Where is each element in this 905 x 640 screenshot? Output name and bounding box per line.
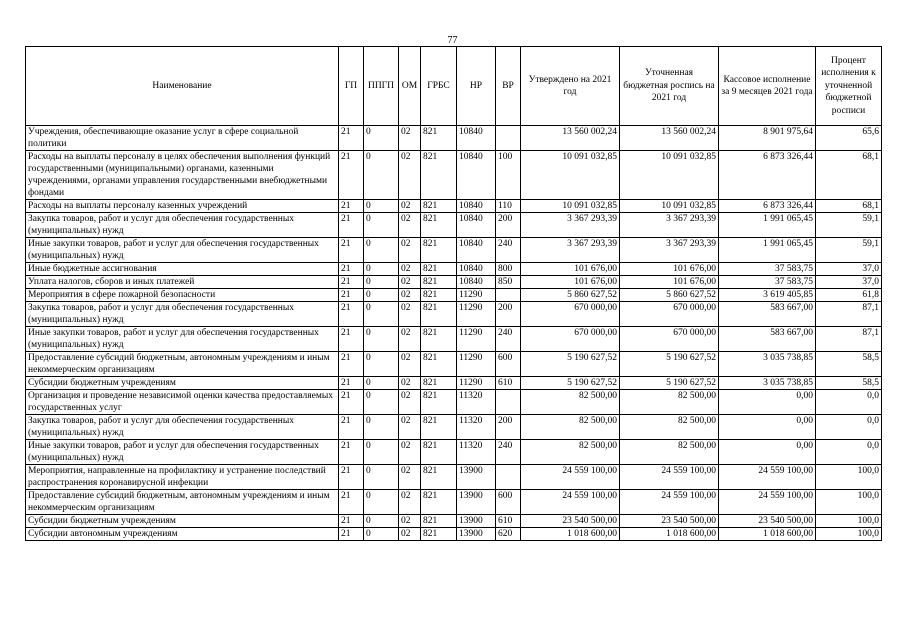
cell-name: Иные бюджетные ассигнования (26, 263, 339, 276)
cell-percent: 37,0 (816, 276, 882, 289)
table-row (26, 377, 882, 390)
cell-clarified: 670 000,00 (620, 327, 719, 352)
cell-approved: 5 190 627,52 (521, 352, 620, 377)
cell-ppgp: 0 (364, 515, 399, 528)
cell-cash: 3 035 738,85 (719, 377, 816, 390)
cell-approved: 24 559 100,00 (521, 465, 620, 490)
cell-ppgp: 0 (364, 415, 399, 440)
cell-vr: 600 (496, 490, 521, 515)
table-body (26, 126, 882, 541)
cell-ppgp: 0 (364, 200, 399, 213)
cell-vr: 800 (496, 263, 521, 276)
cell-name: Мероприятия, направленные на профилактику и устранение последствий распространения коронавирусной инфекции (26, 465, 339, 490)
cell-name: Закупка товаров, работ и услуг для обеспечения государственных (муниципальных) нужд (26, 213, 339, 238)
cell-ppgp: 0 (364, 126, 399, 151)
cell-name: Субсидии бюджетным учреждениям (26, 377, 339, 390)
cell-name: Организация и проведение независимой оценки качества предоставляемых государственных услуг (26, 390, 339, 415)
cell-np: 13900 (457, 465, 496, 490)
cell-vr (496, 390, 521, 415)
cell-clarified: 23 540 500,00 (620, 515, 719, 528)
cell-cash: 8 901 975,64 (719, 126, 816, 151)
cell-name: Мероприятия в сфере пожарной безопасности (26, 289, 339, 302)
table-row (26, 490, 882, 515)
cell-gp: 21 (339, 440, 364, 465)
cell-clarified: 13 560 002,24 (620, 126, 719, 151)
cell-percent: 0,0 (816, 390, 882, 415)
cell-np: 11290 (457, 327, 496, 352)
cell-percent: 59,1 (816, 213, 882, 238)
cell-clarified: 82 500,00 (620, 440, 719, 465)
cell-clarified: 3 367 293,39 (620, 213, 719, 238)
cell-vr (496, 465, 521, 490)
cell-percent: 100,0 (816, 515, 882, 528)
cell-name: Учреждения, обеспечивающие оказание услуг в сфере социальной политики (26, 126, 339, 151)
cell-approved: 5 190 627,52 (521, 377, 620, 390)
header-name: Наименование (26, 47, 339, 126)
cell-vr: 620 (496, 528, 521, 541)
cell-vr: 240 (496, 440, 521, 465)
cell-gp: 21 (339, 390, 364, 415)
cell-om: 02 (399, 327, 421, 352)
cell-approved: 23 540 500,00 (521, 515, 620, 528)
cell-vr: 600 (496, 352, 521, 377)
cell-om: 02 (399, 352, 421, 377)
cell-name: Иные закупки товаров, работ и услуг для обеспечения государственных (муниципальных) нужд (26, 238, 339, 263)
header-grbs: ГРБС (421, 47, 457, 126)
cell-gp: 21 (339, 200, 364, 213)
cell-ppgp: 0 (364, 490, 399, 515)
cell-clarified: 10 091 032,85 (620, 200, 719, 213)
cell-ppgp: 0 (364, 327, 399, 352)
cell-cash: 0,00 (719, 440, 816, 465)
cell-clarified: 1 018 600,00 (620, 528, 719, 541)
cell-gp: 21 (339, 213, 364, 238)
cell-ppgp: 0 (364, 440, 399, 465)
cell-percent: 59,1 (816, 238, 882, 263)
cell-ppgp: 0 (364, 238, 399, 263)
cell-ppgp: 0 (364, 263, 399, 276)
table-row (26, 465, 882, 490)
cell-grbs: 821 (421, 213, 457, 238)
cell-np: 10840 (457, 238, 496, 263)
cell-grbs: 821 (421, 528, 457, 541)
cell-gp: 21 (339, 377, 364, 390)
cell-np: 10840 (457, 213, 496, 238)
cell-om: 02 (399, 238, 421, 263)
cell-name: Закупка товаров, работ и услуг для обеспечения государственных (муниципальных) нужд (26, 302, 339, 327)
cell-approved: 3 367 293,39 (521, 238, 620, 263)
header-clarified: Уточненная бюджетная роспись на 2021 год (620, 47, 719, 126)
cell-approved: 3 367 293,39 (521, 213, 620, 238)
cell-np: 10840 (457, 263, 496, 276)
cell-ppgp: 0 (364, 289, 399, 302)
cell-om: 02 (399, 213, 421, 238)
cell-np: 11290 (457, 302, 496, 327)
cell-om: 02 (399, 490, 421, 515)
cell-om: 02 (399, 263, 421, 276)
cell-clarified: 5 190 627,52 (620, 377, 719, 390)
cell-om: 02 (399, 200, 421, 213)
cell-cash: 24 559 100,00 (719, 490, 816, 515)
cell-om: 02 (399, 390, 421, 415)
cell-grbs: 821 (421, 515, 457, 528)
cell-cash: 583 667,00 (719, 302, 816, 327)
cell-cash: 1 991 065,45 (719, 213, 816, 238)
cell-vr: 200 (496, 302, 521, 327)
cell-name: Расходы на выплаты персоналу казенных учреждений (26, 200, 339, 213)
table-row (26, 200, 882, 213)
table-row (26, 302, 882, 327)
cell-vr: 100 (496, 151, 521, 200)
cell-vr: 610 (496, 515, 521, 528)
cell-gp: 21 (339, 327, 364, 352)
cell-om: 02 (399, 528, 421, 541)
cell-ppgp: 0 (364, 390, 399, 415)
cell-np: 11290 (457, 289, 496, 302)
cell-name: Предоставление субсидий бюджетным, автономным учреждениям и иным некоммерческим организациям (26, 352, 339, 377)
cell-clarified: 5 860 627,52 (620, 289, 719, 302)
cell-gp: 21 (339, 263, 364, 276)
cell-name: Расходы на выплаты персоналу в целях обеспечения выполнения функций государственными (муниципальными) органами, казенными учреждениями, органами управления государственными внебюджетными фондами (26, 151, 339, 200)
cell-om: 02 (399, 465, 421, 490)
cell-percent: 68,1 (816, 151, 882, 200)
cell-name: Иные закупки товаров, работ и услуг для обеспечения государственных (муниципальных) нужд (26, 327, 339, 352)
cell-grbs: 821 (421, 263, 457, 276)
cell-approved: 101 676,00 (521, 276, 620, 289)
table-row (26, 263, 882, 276)
cell-name: Предоставление субсидий бюджетным, автономным учреждениям и иным некоммерческим организациям (26, 490, 339, 515)
cell-gp: 21 (339, 352, 364, 377)
cell-grbs: 821 (421, 390, 457, 415)
cell-grbs: 821 (421, 200, 457, 213)
cell-om: 02 (399, 276, 421, 289)
cell-om: 02 (399, 151, 421, 200)
cell-np: 11320 (457, 390, 496, 415)
cell-percent: 100,0 (816, 465, 882, 490)
table-row (26, 515, 882, 528)
cell-percent: 58,5 (816, 352, 882, 377)
cell-percent: 100,0 (816, 490, 882, 515)
cell-gp: 21 (339, 238, 364, 263)
cell-percent: 37,0 (816, 263, 882, 276)
cell-percent: 100,0 (816, 528, 882, 541)
cell-clarified: 82 500,00 (620, 390, 719, 415)
cell-om: 02 (399, 302, 421, 327)
cell-approved: 10 091 032,85 (521, 200, 620, 213)
header-np: НР (457, 47, 496, 126)
cell-cash: 6 873 326,44 (719, 151, 816, 200)
cell-name: Субсидии бюджетным учреждениям (26, 515, 339, 528)
cell-cash: 37 583,75 (719, 263, 816, 276)
cell-om: 02 (399, 515, 421, 528)
cell-approved: 82 500,00 (521, 440, 620, 465)
cell-percent: 87,1 (816, 302, 882, 327)
table-row (26, 327, 882, 352)
cell-ppgp: 0 (364, 465, 399, 490)
table-row (26, 238, 882, 263)
cell-cash: 24 559 100,00 (719, 465, 816, 490)
cell-approved: 5 860 627,52 (521, 289, 620, 302)
budget-table (25, 46, 882, 541)
cell-ppgp: 0 (364, 213, 399, 238)
cell-percent: 0,0 (816, 440, 882, 465)
cell-np: 10840 (457, 200, 496, 213)
cell-grbs: 821 (421, 276, 457, 289)
cell-gp: 21 (339, 302, 364, 327)
cell-cash: 0,00 (719, 390, 816, 415)
header-percent: Процент исполнения к уточненной бюджетной росписи (816, 47, 882, 126)
cell-percent: 58,5 (816, 377, 882, 390)
cell-approved: 82 500,00 (521, 390, 620, 415)
cell-name: Субсидии автономным учреждениям (26, 528, 339, 541)
cell-ppgp: 0 (364, 352, 399, 377)
cell-gp: 21 (339, 151, 364, 200)
cell-np: 11290 (457, 377, 496, 390)
cell-vr: 850 (496, 276, 521, 289)
cell-np: 11290 (457, 352, 496, 377)
cell-vr: 240 (496, 238, 521, 263)
cell-grbs: 821 (421, 289, 457, 302)
cell-clarified: 24 559 100,00 (620, 465, 719, 490)
cell-cash: 6 873 326,44 (719, 200, 816, 213)
table-row (26, 151, 882, 200)
cell-percent: 87,1 (816, 327, 882, 352)
cell-vr: 200 (496, 415, 521, 440)
cell-clarified: 101 676,00 (620, 276, 719, 289)
cell-np: 13900 (457, 528, 496, 541)
cell-vr (496, 289, 521, 302)
header-ppgp: ППГП (364, 47, 399, 126)
header-gp: ГП (339, 47, 364, 126)
cell-ppgp: 0 (364, 151, 399, 200)
cell-approved: 24 559 100,00 (521, 490, 620, 515)
cell-cash: 23 540 500,00 (719, 515, 816, 528)
cell-grbs: 821 (421, 352, 457, 377)
header-cash: Кассовое исполнение за 9 месяцев 2021 года (719, 47, 816, 126)
cell-om: 02 (399, 415, 421, 440)
cell-np: 11320 (457, 440, 496, 465)
cell-approved: 1 018 600,00 (521, 528, 620, 541)
cell-np: 13900 (457, 515, 496, 528)
cell-percent: 68,1 (816, 200, 882, 213)
cell-gp: 21 (339, 289, 364, 302)
table-header-row (26, 47, 882, 126)
cell-grbs: 821 (421, 238, 457, 263)
cell-grbs: 821 (421, 440, 457, 465)
cell-cash: 3 035 738,85 (719, 352, 816, 377)
cell-cash: 3 619 405,85 (719, 289, 816, 302)
cell-vr (496, 126, 521, 151)
header-vr: ВР (496, 47, 521, 126)
cell-ppgp: 0 (364, 302, 399, 327)
cell-om: 02 (399, 126, 421, 151)
cell-approved: 13 560 002,24 (521, 126, 620, 151)
cell-vr: 610 (496, 377, 521, 390)
cell-name: Уплата налогов, сборов и иных платежей (26, 276, 339, 289)
cell-cash: 1 018 600,00 (719, 528, 816, 541)
cell-gp: 21 (339, 126, 364, 151)
page-number: 77 (447, 35, 458, 46)
cell-approved: 82 500,00 (521, 415, 620, 440)
cell-name: Иные закупки товаров, работ и услуг для обеспечения государственных (муниципальных) нужд (26, 440, 339, 465)
cell-cash: 37 583,75 (719, 276, 816, 289)
cell-vr: 110 (496, 200, 521, 213)
table-row (26, 415, 882, 440)
cell-clarified: 10 091 032,85 (620, 151, 719, 200)
cell-np: 10840 (457, 276, 496, 289)
cell-om: 02 (399, 377, 421, 390)
table-row (26, 390, 882, 415)
cell-ppgp: 0 (364, 276, 399, 289)
table-row (26, 126, 882, 151)
table-row (26, 213, 882, 238)
table-row (26, 440, 882, 465)
table-row (26, 289, 882, 302)
table-row (26, 352, 882, 377)
cell-gp: 21 (339, 276, 364, 289)
cell-grbs: 821 (421, 327, 457, 352)
cell-vr: 240 (496, 327, 521, 352)
header-approved: Утверждено на 2021 год (521, 47, 620, 126)
cell-grbs: 821 (421, 415, 457, 440)
cell-clarified: 82 500,00 (620, 415, 719, 440)
cell-np: 13900 (457, 490, 496, 515)
cell-gp: 21 (339, 415, 364, 440)
cell-clarified: 3 367 293,39 (620, 238, 719, 263)
cell-clarified: 5 190 627,52 (620, 352, 719, 377)
cell-grbs: 821 (421, 151, 457, 200)
cell-grbs: 821 (421, 302, 457, 327)
cell-percent: 65,6 (816, 126, 882, 151)
cell-gp: 21 (339, 490, 364, 515)
table-row (26, 276, 882, 289)
cell-approved: 10 091 032,85 (521, 151, 620, 200)
cell-clarified: 101 676,00 (620, 263, 719, 276)
cell-np: 11320 (457, 415, 496, 440)
cell-vr: 200 (496, 213, 521, 238)
header-om: ОМ (399, 47, 421, 126)
table-row (26, 528, 882, 541)
cell-percent: 61,8 (816, 289, 882, 302)
cell-cash: 583 667,00 (719, 327, 816, 352)
cell-approved: 670 000,00 (521, 327, 620, 352)
cell-grbs: 821 (421, 490, 457, 515)
cell-grbs: 821 (421, 126, 457, 151)
cell-gp: 21 (339, 465, 364, 490)
cell-ppgp: 0 (364, 528, 399, 541)
cell-np: 10840 (457, 126, 496, 151)
cell-approved: 670 000,00 (521, 302, 620, 327)
cell-gp: 21 (339, 515, 364, 528)
cell-grbs: 821 (421, 377, 457, 390)
cell-approved: 101 676,00 (521, 263, 620, 276)
cell-percent: 0,0 (816, 415, 882, 440)
cell-cash: 1 991 065,45 (719, 238, 816, 263)
cell-om: 02 (399, 440, 421, 465)
cell-name: Закупка товаров, работ и услуг для обеспечения государственных (муниципальных) нужд (26, 415, 339, 440)
cell-om: 02 (399, 289, 421, 302)
cell-clarified: 24 559 100,00 (620, 490, 719, 515)
cell-gp: 21 (339, 528, 364, 541)
cell-np: 10840 (457, 151, 496, 200)
cell-grbs: 821 (421, 465, 457, 490)
cell-clarified: 670 000,00 (620, 302, 719, 327)
cell-cash: 0,00 (719, 415, 816, 440)
cell-ppgp: 0 (364, 377, 399, 390)
